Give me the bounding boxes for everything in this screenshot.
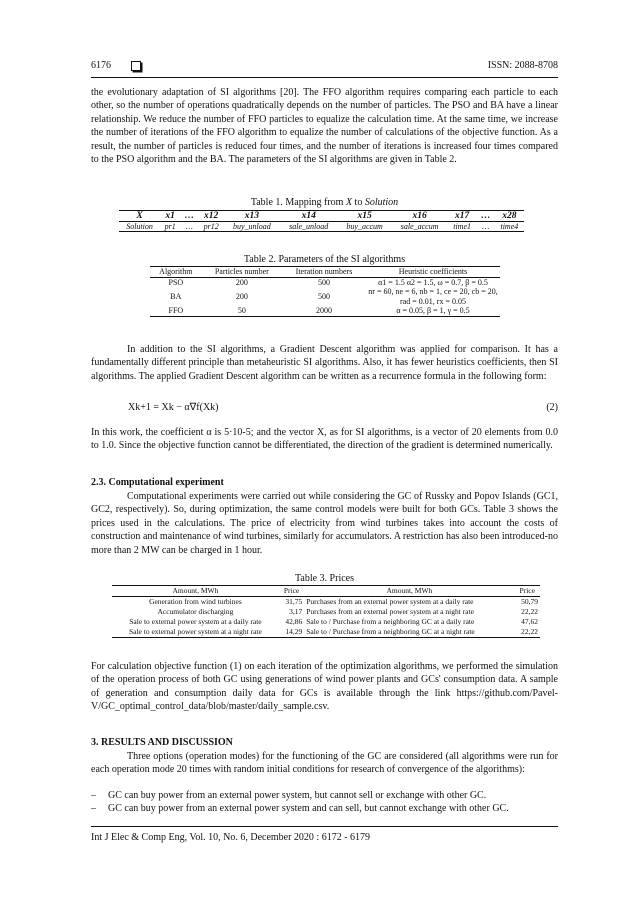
table2-cell: 50 (237, 306, 246, 315)
table3-header-cell: Price (519, 586, 535, 595)
table3-cell: 42,86 (285, 617, 303, 626)
table1-header-row (119, 211, 524, 222)
table3-cell: Sale to / Purchase from a neighboring GC at a night rate (306, 627, 475, 636)
table1-cell: sale_unload (289, 222, 329, 231)
table1-header-cell: x16 (412, 211, 427, 221)
table1-cell: buy_accum (346, 222, 383, 231)
table2-cell: 500 (317, 291, 330, 301)
table1-cell: Solution (126, 222, 153, 231)
table3-cell: Purchases from an external power system at a daily rate (306, 597, 474, 606)
table2-cell: 500 (317, 277, 330, 287)
table2-cell: PSO (168, 277, 184, 287)
table1-cell: pr1 (164, 222, 176, 231)
table3-header-row (112, 586, 540, 597)
table3-cell: Sale to / Purchase from a neighboring GC at a daily rate (306, 617, 475, 626)
table2-row (150, 277, 500, 287)
table1-cell: sale_accum (400, 222, 439, 231)
paragraph-3: In this work, the coefficient α is 5·10-5; and the vector X, as for SI algorithms, is a vector of 20 elements from 0.0 to 1.0. Since the objective function cannot be differentiated, the direction of the gradient is determined numerically. (91, 427, 558, 452)
table3-row (112, 597, 540, 608)
table2-cell: FFO (168, 306, 184, 315)
equation-text: Xk+1 = Xk − α∇f(Xk) (128, 402, 219, 413)
table3-cell: 22,22 (521, 627, 538, 636)
table3-header-cell: Price (283, 586, 300, 595)
bullet-item: – GC can buy power from an external power system, but cannot sell or exchange with other GC. (91, 790, 487, 801)
table2-header-cell: Heuristic coefficients (398, 267, 468, 276)
table3-cell: 31,75 (285, 597, 303, 606)
table1-header-cell: x12 (204, 211, 219, 221)
table-1 (119, 210, 524, 232)
table3-caption: Table 3. Prices (294, 573, 354, 584)
page-footer: Int J Elec & Comp Eng, Vol. 10, No. 6, December 2020 : 6172 - 6179 (91, 832, 371, 843)
paragraph-6: Three options (operation modes) for the functioning of the GC are considered (all algorithms were run for each operation mode 20 times with random initial conditions for research of convergence of the algorithms): (91, 751, 558, 776)
table3-header-cell: Amount, MWh (386, 586, 433, 595)
table2-row (150, 287, 500, 306)
table2-header-cell: Algorithm (159, 267, 193, 276)
issn: ISSN: 2088-8708 (487, 60, 558, 71)
bullet-item: – GC can buy power from an external power system and can sell, but cannot exchange with other GC. (91, 803, 509, 814)
table1-caption: Table 1. Mapping from X to Solution (250, 197, 399, 208)
table3-cell: Purchases from an external power system at a night rate (306, 607, 474, 616)
table3-cell: 14,29 (285, 627, 303, 636)
paragraph-2: In addition to the SI algorithms, a Gradient Descent algorithm was applied for comparison. It has a fundamentally different principle than metaheuristic SI algorithms. Also, it has fewer heuristics coefficients, then SI algorithms. The applied Gradient Descent algorithm can be written as a recurrence formula in the following form: (91, 344, 558, 382)
table1-cell: … (185, 222, 193, 231)
table2-cell: 2000 (315, 306, 332, 315)
table3-cell: 3,17 (289, 607, 303, 616)
page-number: 6176 (91, 60, 111, 71)
table3-cell: Accumulator discharging (157, 607, 234, 616)
table2-caption: Table 2. Parameters of the SI algorithms (243, 254, 406, 265)
table1-cell: time1 (453, 222, 472, 231)
table1-row (119, 222, 524, 232)
table1-header-cell: x13 (244, 211, 260, 221)
page-header (91, 60, 558, 71)
table2-cell: BA (170, 291, 182, 301)
table2-cell: 200 (235, 277, 248, 287)
table2-cell: nr = 60, ne = 6, nb = 1, ce = 20, cb = 20, rad = 0.01, rx = 0.05 (368, 287, 498, 306)
table3-cell: 22,22 (521, 607, 538, 616)
footer-rule (91, 826, 558, 827)
table1-header-cell: x28 (502, 211, 517, 221)
table1-cell: buy_unload (233, 222, 271, 231)
section-heading-2-3: 2.3. Computational experiment (91, 477, 224, 488)
table2-row (150, 306, 500, 316)
table1-header-cell: x17 (455, 211, 470, 221)
table1-header-cell: x15 (357, 211, 372, 221)
table2-cell: α = 0.05, β = 1, γ = 0.5 (396, 306, 470, 315)
table2-header-row (150, 267, 500, 278)
table1-cell: pr12 (203, 222, 219, 231)
equation-number: (2) (546, 402, 558, 413)
table3-row (112, 607, 540, 617)
table1-header-cell: x1 (165, 211, 175, 221)
dash-bullet-icon: – (91, 803, 96, 814)
equation-2 (128, 402, 558, 413)
table1-header-cell: … (480, 211, 491, 221)
table3-row (112, 627, 540, 638)
paragraph-5: For calculation objective function (1) on each iteration of the optimization algorithms, we performed the simulation of the operation process of both GC using generations of wind power plants and GCs' consumption data. A sample of generation and consumption daily data for GCs is available through the link https://github.com/Pavel-V/GC_optimal_control_data/blob/master/daily_sample.csv. (91, 661, 558, 713)
dash-bullet-icon: – (91, 790, 96, 801)
table-3 (112, 585, 540, 638)
paragraph-4: Computational experiments were carried out while considering the GC of Russky and Popov Islands (GC1, GC2, respectively). So, during optimization, the same control models were built for both GCs. Table 3 shows the prices used in the calculations. The price of electricity from wind turbines takes into account the costs of construction and maintenance of wind turbines, similarly for accumulators. A restriction has also been introduced-no more than 2 MW can be charged in 1 hour. (91, 491, 558, 556)
table1-header-cell: X (136, 211, 143, 221)
table1-cell: … (482, 222, 490, 231)
table2-cell: α1 = 1.5 α2 = 1.5, ω = 0.7, β = 0.5 (378, 277, 488, 287)
table1-header-cell: x14 (301, 211, 316, 221)
table3-cell: Sale to external power system at a daily rate (129, 617, 262, 626)
table2-header-cell: Iteration numbers (295, 267, 353, 276)
square-bullet-icon (131, 61, 141, 71)
table1-header-cell: … (184, 211, 195, 221)
table3-header-cell: Amount, MWh (172, 586, 219, 595)
table3-row (112, 617, 540, 627)
table3-cell: 47,62 (521, 617, 538, 626)
header-rule (91, 77, 558, 78)
table2-header-cell: Particles number (214, 267, 269, 276)
table3-cell: Generation from wind turbines (149, 597, 242, 606)
table-2 (150, 266, 500, 317)
section-heading-3: 3. RESULTS AND DISCUSSION (91, 737, 233, 748)
paragraph-1: the evolutionary adaptation of SI algorithms [20]. The FFO algorithm requires comparing each particle to each other, so the number of operations quadratically depends on the number of particles. The PSO and BA have a linear relationship. We reduce the number of FFO particles to equalize the calculation time. At the same time, we increase the number of iterations of the FFO algorithm to equalize the number of calculations of the objective function. As a result, the number of particles is reduced four times, and the number of iterations is increased four times compared to the PSO algorithm and the BA. The parameters of the SI algorithms are given in Table 2. (91, 87, 558, 166)
table3-cell: 50,79 (521, 597, 538, 606)
table1-cell: time4 (500, 222, 519, 231)
table2-cell: 200 (235, 291, 248, 301)
table3-cell: Sale to external power system at a night rate (128, 627, 262, 636)
